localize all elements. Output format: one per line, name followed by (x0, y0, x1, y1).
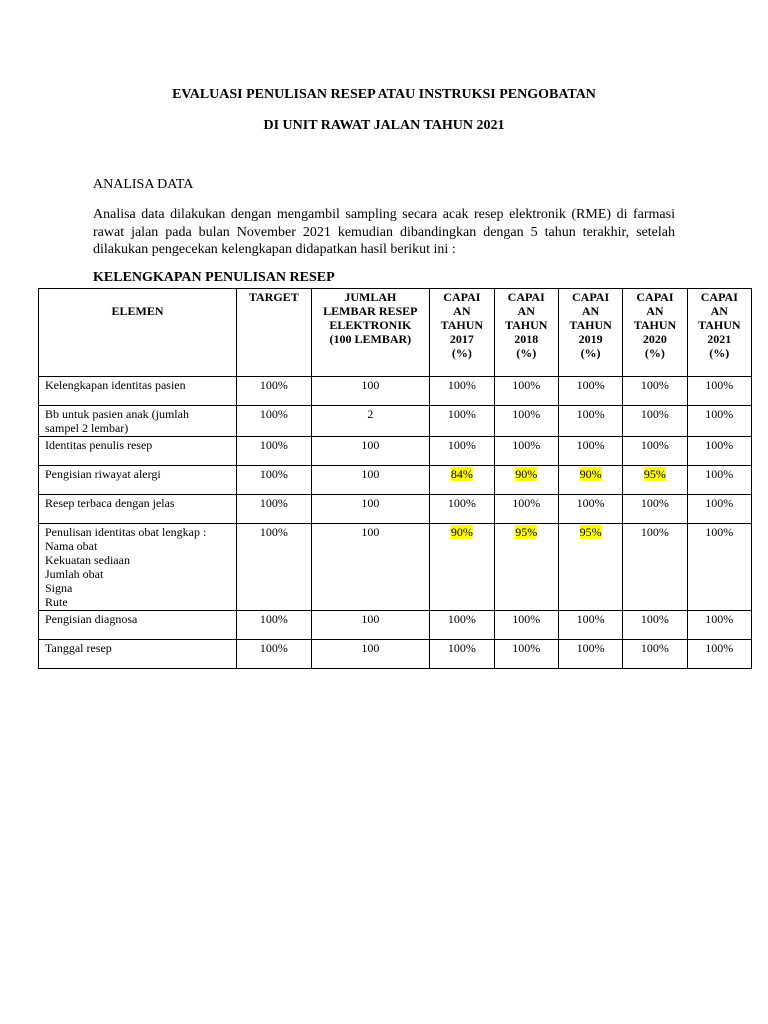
cell-capaian (687, 640, 751, 669)
cell-capaian (687, 406, 751, 437)
capaian-value: 100% (447, 378, 476, 392)
cell-jumlah: 100 (311, 377, 430, 406)
cell-jumlah: 100 (311, 437, 430, 466)
cell-elemen (39, 640, 237, 669)
cell-capaian (558, 406, 622, 437)
capaian-value: 100% (512, 438, 541, 452)
capaian-value: 100% (705, 467, 734, 481)
capaian-value: 100% (576, 438, 605, 452)
analysis-paragraph: Analisa data dilakukan dengan mengambil sampling secara acak resep elektronik (RME) di farmasi rawat jalan pada bulan November 2021 kemudian dibandingkan dengan 5 tahun terakhir, setelah dilakukan pengecekan kelengkapan didapatkan hasil berikut ini : (93, 207, 675, 257)
elemen-line: sampel 2 lembar) (45, 421, 129, 435)
capaian-value: 95% (643, 467, 666, 481)
header-target: TARGET (237, 289, 311, 377)
capaian-value: 100% (447, 438, 476, 452)
cell-capaian (623, 437, 687, 466)
table-row (39, 406, 752, 437)
cell-capaian (494, 377, 558, 406)
elemen-line: Resep terbaca dengan jelas (45, 496, 175, 510)
cell-jumlah: 100 (311, 466, 430, 495)
header-capaian-2020: CAPAI AN TAHUN 2020 (%) (623, 289, 687, 377)
cell-capaian (623, 377, 687, 406)
table-heading: KELENGKAPAN PENULISAN RESEP (93, 270, 335, 285)
cell-capaian (430, 640, 494, 669)
capaian-value: 100% (705, 496, 734, 510)
cell-capaian (494, 611, 558, 640)
capaian-value: 100% (447, 407, 476, 421)
cell-capaian (494, 495, 558, 524)
cell-target: 100% (237, 524, 311, 611)
capaian-value: 95% (579, 525, 602, 539)
elemen-line: Identitas penulis resep (45, 438, 153, 452)
elemen-line: Kelengkapan identitas pasien (45, 378, 186, 392)
cell-elemen (39, 611, 237, 640)
capaian-value: 100% (640, 641, 669, 655)
capaian-value: 100% (576, 612, 605, 626)
capaian-value: 100% (640, 496, 669, 510)
cell-capaian (494, 466, 558, 495)
cell-elemen (39, 377, 237, 406)
header-jumlah: JUMLAH LEMBAR RESEP ELEKTRONIK (100 LEMBAR) (311, 289, 430, 377)
capaian-value: 100% (512, 378, 541, 392)
cell-target: 100% (237, 495, 311, 524)
cell-elemen (39, 466, 237, 495)
cell-capaian (430, 466, 494, 495)
capaian-value: 100% (447, 641, 476, 655)
cell-elemen (39, 524, 237, 611)
capaian-value: 100% (640, 378, 669, 392)
cell-capaian (494, 406, 558, 437)
capaian-value: 100% (640, 438, 669, 452)
capaian-value: 100% (447, 612, 476, 626)
capaian-value: 100% (705, 407, 734, 421)
header-elemen: ELEMEN (39, 289, 237, 377)
capaian-value: 100% (512, 612, 541, 626)
elemen-line: Pengisian riwayat alergi (45, 467, 161, 481)
table-header-row (39, 289, 752, 377)
cell-capaian (558, 495, 622, 524)
capaian-value: 100% (640, 407, 669, 421)
cell-jumlah: 100 (311, 640, 430, 669)
capaian-value: 90% (515, 467, 538, 481)
elemen-line: Pengisian diagnosa (45, 612, 138, 626)
table-row (39, 466, 752, 495)
header-capaian-2018: CAPAI AN TAHUN 2018 (%) (494, 289, 558, 377)
table-row (39, 495, 752, 524)
capaian-value: 100% (705, 641, 734, 655)
elemen-line: Tanggal resep (45, 641, 112, 655)
cell-jumlah: 100 (311, 495, 430, 524)
capaian-value: 95% (515, 525, 538, 539)
cell-capaian (558, 524, 622, 611)
header-capaian-2019: CAPAI AN TAHUN 2019 (%) (558, 289, 622, 377)
cell-elemen (39, 406, 237, 437)
elemen-line: Penulisan identitas obat lengkap : (45, 525, 207, 539)
cell-capaian (623, 640, 687, 669)
cell-capaian (494, 640, 558, 669)
cell-capaian (494, 524, 558, 611)
capaian-value: 100% (705, 612, 734, 626)
elemen-line: Bb untuk pasien anak (jumlah (45, 407, 189, 421)
cell-capaian (687, 524, 751, 611)
header-capaian-2021: CAPAI AN TAHUN 2021 (%) (687, 289, 751, 377)
table-row (39, 524, 752, 611)
cell-jumlah: 100 (311, 611, 430, 640)
elemen-line: Nama obat (45, 539, 98, 553)
capaian-value: 100% (512, 407, 541, 421)
cell-capaian (558, 611, 622, 640)
table-row (39, 611, 752, 640)
table-row (39, 640, 752, 669)
cell-capaian (687, 611, 751, 640)
capaian-value: 100% (705, 438, 734, 452)
cell-capaian (687, 377, 751, 406)
cell-capaian (494, 437, 558, 466)
cell-target: 100% (237, 406, 311, 437)
cell-capaian (430, 524, 494, 611)
cell-capaian (623, 495, 687, 524)
capaian-value: 100% (705, 378, 734, 392)
cell-jumlah: 100 (311, 524, 430, 611)
elemen-line: Jumlah obat (45, 567, 104, 581)
table-row (39, 437, 752, 466)
elemen-line: Rute (45, 595, 68, 609)
cell-elemen (39, 495, 237, 524)
capaian-value: 100% (576, 641, 605, 655)
elemen-line: Kekuatan sediaan (45, 553, 130, 567)
cell-capaian (430, 437, 494, 466)
cell-capaian (430, 495, 494, 524)
capaian-value: 100% (576, 496, 605, 510)
cell-target: 100% (237, 611, 311, 640)
section-heading: ANALISA DATA (93, 177, 194, 192)
capaian-value: 100% (447, 496, 476, 510)
cell-capaian (430, 611, 494, 640)
capaian-value: 90% (450, 525, 473, 539)
cell-capaian (687, 466, 751, 495)
kelengkapan-table (38, 288, 752, 669)
capaian-value: 100% (512, 496, 541, 510)
elemen-line: Signa (45, 581, 73, 595)
capaian-value: 100% (576, 378, 605, 392)
cell-capaian (687, 495, 751, 524)
capaian-value: 90% (579, 467, 602, 481)
cell-capaian (558, 437, 622, 466)
cell-target: 100% (237, 466, 311, 495)
capaian-value: 100% (640, 525, 669, 539)
cell-capaian (687, 437, 751, 466)
capaian-value: 100% (640, 612, 669, 626)
capaian-value: 100% (576, 407, 605, 421)
cell-capaian (558, 640, 622, 669)
capaian-value: 100% (705, 525, 734, 539)
cell-capaian (558, 466, 622, 495)
cell-capaian (430, 406, 494, 437)
cell-elemen (39, 437, 237, 466)
capaian-value: 84% (450, 467, 473, 481)
cell-target: 100% (237, 377, 311, 406)
capaian-value: 100% (512, 641, 541, 655)
cell-capaian (623, 466, 687, 495)
cell-capaian (623, 524, 687, 611)
cell-target: 100% (237, 640, 311, 669)
cell-capaian (558, 377, 622, 406)
document-title-line2: DI UNIT RAWAT JALAN TAHUN 2021 (263, 118, 505, 133)
document-title-line1: EVALUASI PENULISAN RESEP ATAU INSTRUKSI PENGOBATAN (172, 87, 596, 102)
cell-capaian (430, 377, 494, 406)
cell-capaian (623, 611, 687, 640)
cell-jumlah: 2 (311, 406, 430, 437)
table-row (39, 377, 752, 406)
cell-target: 100% (237, 437, 311, 466)
header-capaian-2017: CAPAI AN TAHUN 2017 (%) (430, 289, 494, 377)
cell-capaian (623, 406, 687, 437)
